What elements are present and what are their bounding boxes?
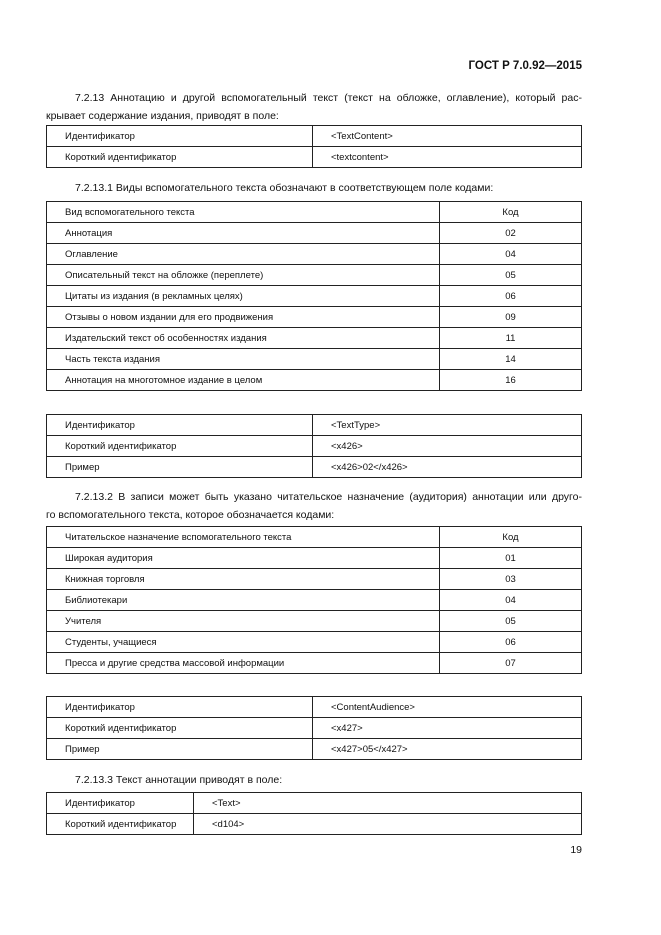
- codes-table-audience: [46, 526, 582, 674]
- table-row: [47, 611, 582, 632]
- table-row: [47, 286, 582, 307]
- field-value: <x426>02</x426>: [313, 457, 582, 478]
- column-header: Код: [440, 202, 582, 223]
- table-row: [47, 307, 582, 328]
- paragraph-7-2-13-1: 7.2.13.1 Виды вспомогательного текста обозначают в соответствующем поле кодами:: [75, 182, 494, 194]
- table-row: [47, 223, 582, 244]
- code-name: Библиотекари: [47, 590, 440, 611]
- field-label: Короткий идентификатор: [47, 718, 313, 739]
- table-row: [47, 697, 582, 718]
- code-name: Студенты, учащиеся: [47, 632, 440, 653]
- codes-table-text-type: [46, 201, 582, 391]
- table-row: [47, 653, 582, 674]
- field-label: Идентификатор: [47, 793, 194, 814]
- code-value: 04: [440, 590, 582, 611]
- code-value: 07: [440, 653, 582, 674]
- code-name: Описательный текст на обложке (переплете): [47, 265, 440, 286]
- code-value: 09: [440, 307, 582, 328]
- table-row: [47, 349, 582, 370]
- code-value: 05: [440, 265, 582, 286]
- paragraph-line: крывает содержание издания, приводят в поле:: [46, 109, 279, 122]
- table-row: [47, 126, 582, 147]
- field-label: Пример: [47, 457, 313, 478]
- table-row: [47, 328, 582, 349]
- table-row: [47, 718, 582, 739]
- table-row: [47, 632, 582, 653]
- field-label: Идентификатор: [47, 126, 313, 147]
- code-value: 04: [440, 244, 582, 265]
- paragraph-line: 7.2.13 Аннотацию и другой вспомогательный текст (текст на обложке, оглавление), который рас-: [75, 92, 582, 104]
- code-name: Отзывы о новом издании для его продвижения: [47, 307, 440, 328]
- table-row: [47, 739, 582, 760]
- field-table-text-type: [46, 414, 582, 478]
- column-header: Читательское назначение вспомогательного текста: [47, 527, 440, 548]
- table-row: [47, 590, 582, 611]
- code-value: 02: [440, 223, 582, 244]
- table-row: [47, 457, 582, 478]
- table-row: [47, 436, 582, 457]
- code-name: Широкая аудитория: [47, 548, 440, 569]
- paragraph-line: го вспомогательного текста, которое обозначается кодами:: [46, 508, 335, 521]
- field-label: Короткий идентификатор: [47, 436, 313, 457]
- code-name: Цитаты из издания (в рекламных целях): [47, 286, 440, 307]
- column-header: Код: [440, 527, 582, 548]
- field-table-content-audience: [46, 696, 582, 760]
- code-value: 14: [440, 349, 582, 370]
- table-row: [47, 814, 582, 835]
- field-value: <TextContent>: [313, 126, 582, 147]
- paragraph-line: 7.2.13.2 В записи может быть указано читательское назначение (аудитория) аннотации или друго-: [75, 491, 582, 503]
- paragraph-7-2-13-2: [46, 489, 582, 524]
- field-label: Короткий идентификатор: [47, 814, 194, 835]
- field-label: Идентификатор: [47, 415, 313, 436]
- table-row: [47, 548, 582, 569]
- code-value: 06: [440, 286, 582, 307]
- field-value: <textcontent>: [313, 147, 582, 168]
- table-row: [47, 569, 582, 590]
- table-header-row: [47, 202, 582, 223]
- code-value: 06: [440, 632, 582, 653]
- code-name: Пресса и другие средства массовой информации: [47, 653, 440, 674]
- paragraph-7-2-13: [46, 90, 582, 125]
- code-name: Часть текста издания: [47, 349, 440, 370]
- field-table-text-content: [46, 125, 582, 168]
- code-value: 03: [440, 569, 582, 590]
- code-value: 01: [440, 548, 582, 569]
- code-name: Аннотация: [47, 223, 440, 244]
- column-header: Вид вспомогательного текста: [47, 202, 440, 223]
- field-value: <x427>05</x427>: [313, 739, 582, 760]
- table-row: [47, 244, 582, 265]
- table-row: [47, 147, 582, 168]
- table-header-row: [47, 527, 582, 548]
- page-number: 19: [570, 844, 582, 856]
- field-label: Идентификатор: [47, 697, 313, 718]
- code-name: Учителя: [47, 611, 440, 632]
- document-standard-header: ГОСТ Р 7.0.92—2015: [468, 60, 582, 72]
- code-name: Оглавление: [47, 244, 440, 265]
- code-name: Издательский текст об особенностях издания: [47, 328, 440, 349]
- table-row: [47, 370, 582, 391]
- table-row: [47, 265, 582, 286]
- field-value: <x426>: [313, 436, 582, 457]
- field-label: Короткий идентификатор: [47, 147, 313, 168]
- field-value: <x427>: [313, 718, 582, 739]
- table-row: [47, 793, 582, 814]
- field-table-text: [46, 792, 582, 835]
- code-name: Книжная торговля: [47, 569, 440, 590]
- field-value: <TextType>: [313, 415, 582, 436]
- field-value: <ContentAudience>: [313, 697, 582, 718]
- code-value: 11: [440, 328, 582, 349]
- field-label: Пример: [47, 739, 313, 760]
- code-value: 16: [440, 370, 582, 391]
- code-value: 05: [440, 611, 582, 632]
- code-name: Аннотация на многотомное издание в целом: [47, 370, 440, 391]
- field-value: <d104>: [194, 814, 582, 835]
- field-value: <Text>: [194, 793, 582, 814]
- table-row: [47, 415, 582, 436]
- paragraph-7-2-13-3: 7.2.13.3 Текст аннотации приводят в поле:: [75, 774, 283, 786]
